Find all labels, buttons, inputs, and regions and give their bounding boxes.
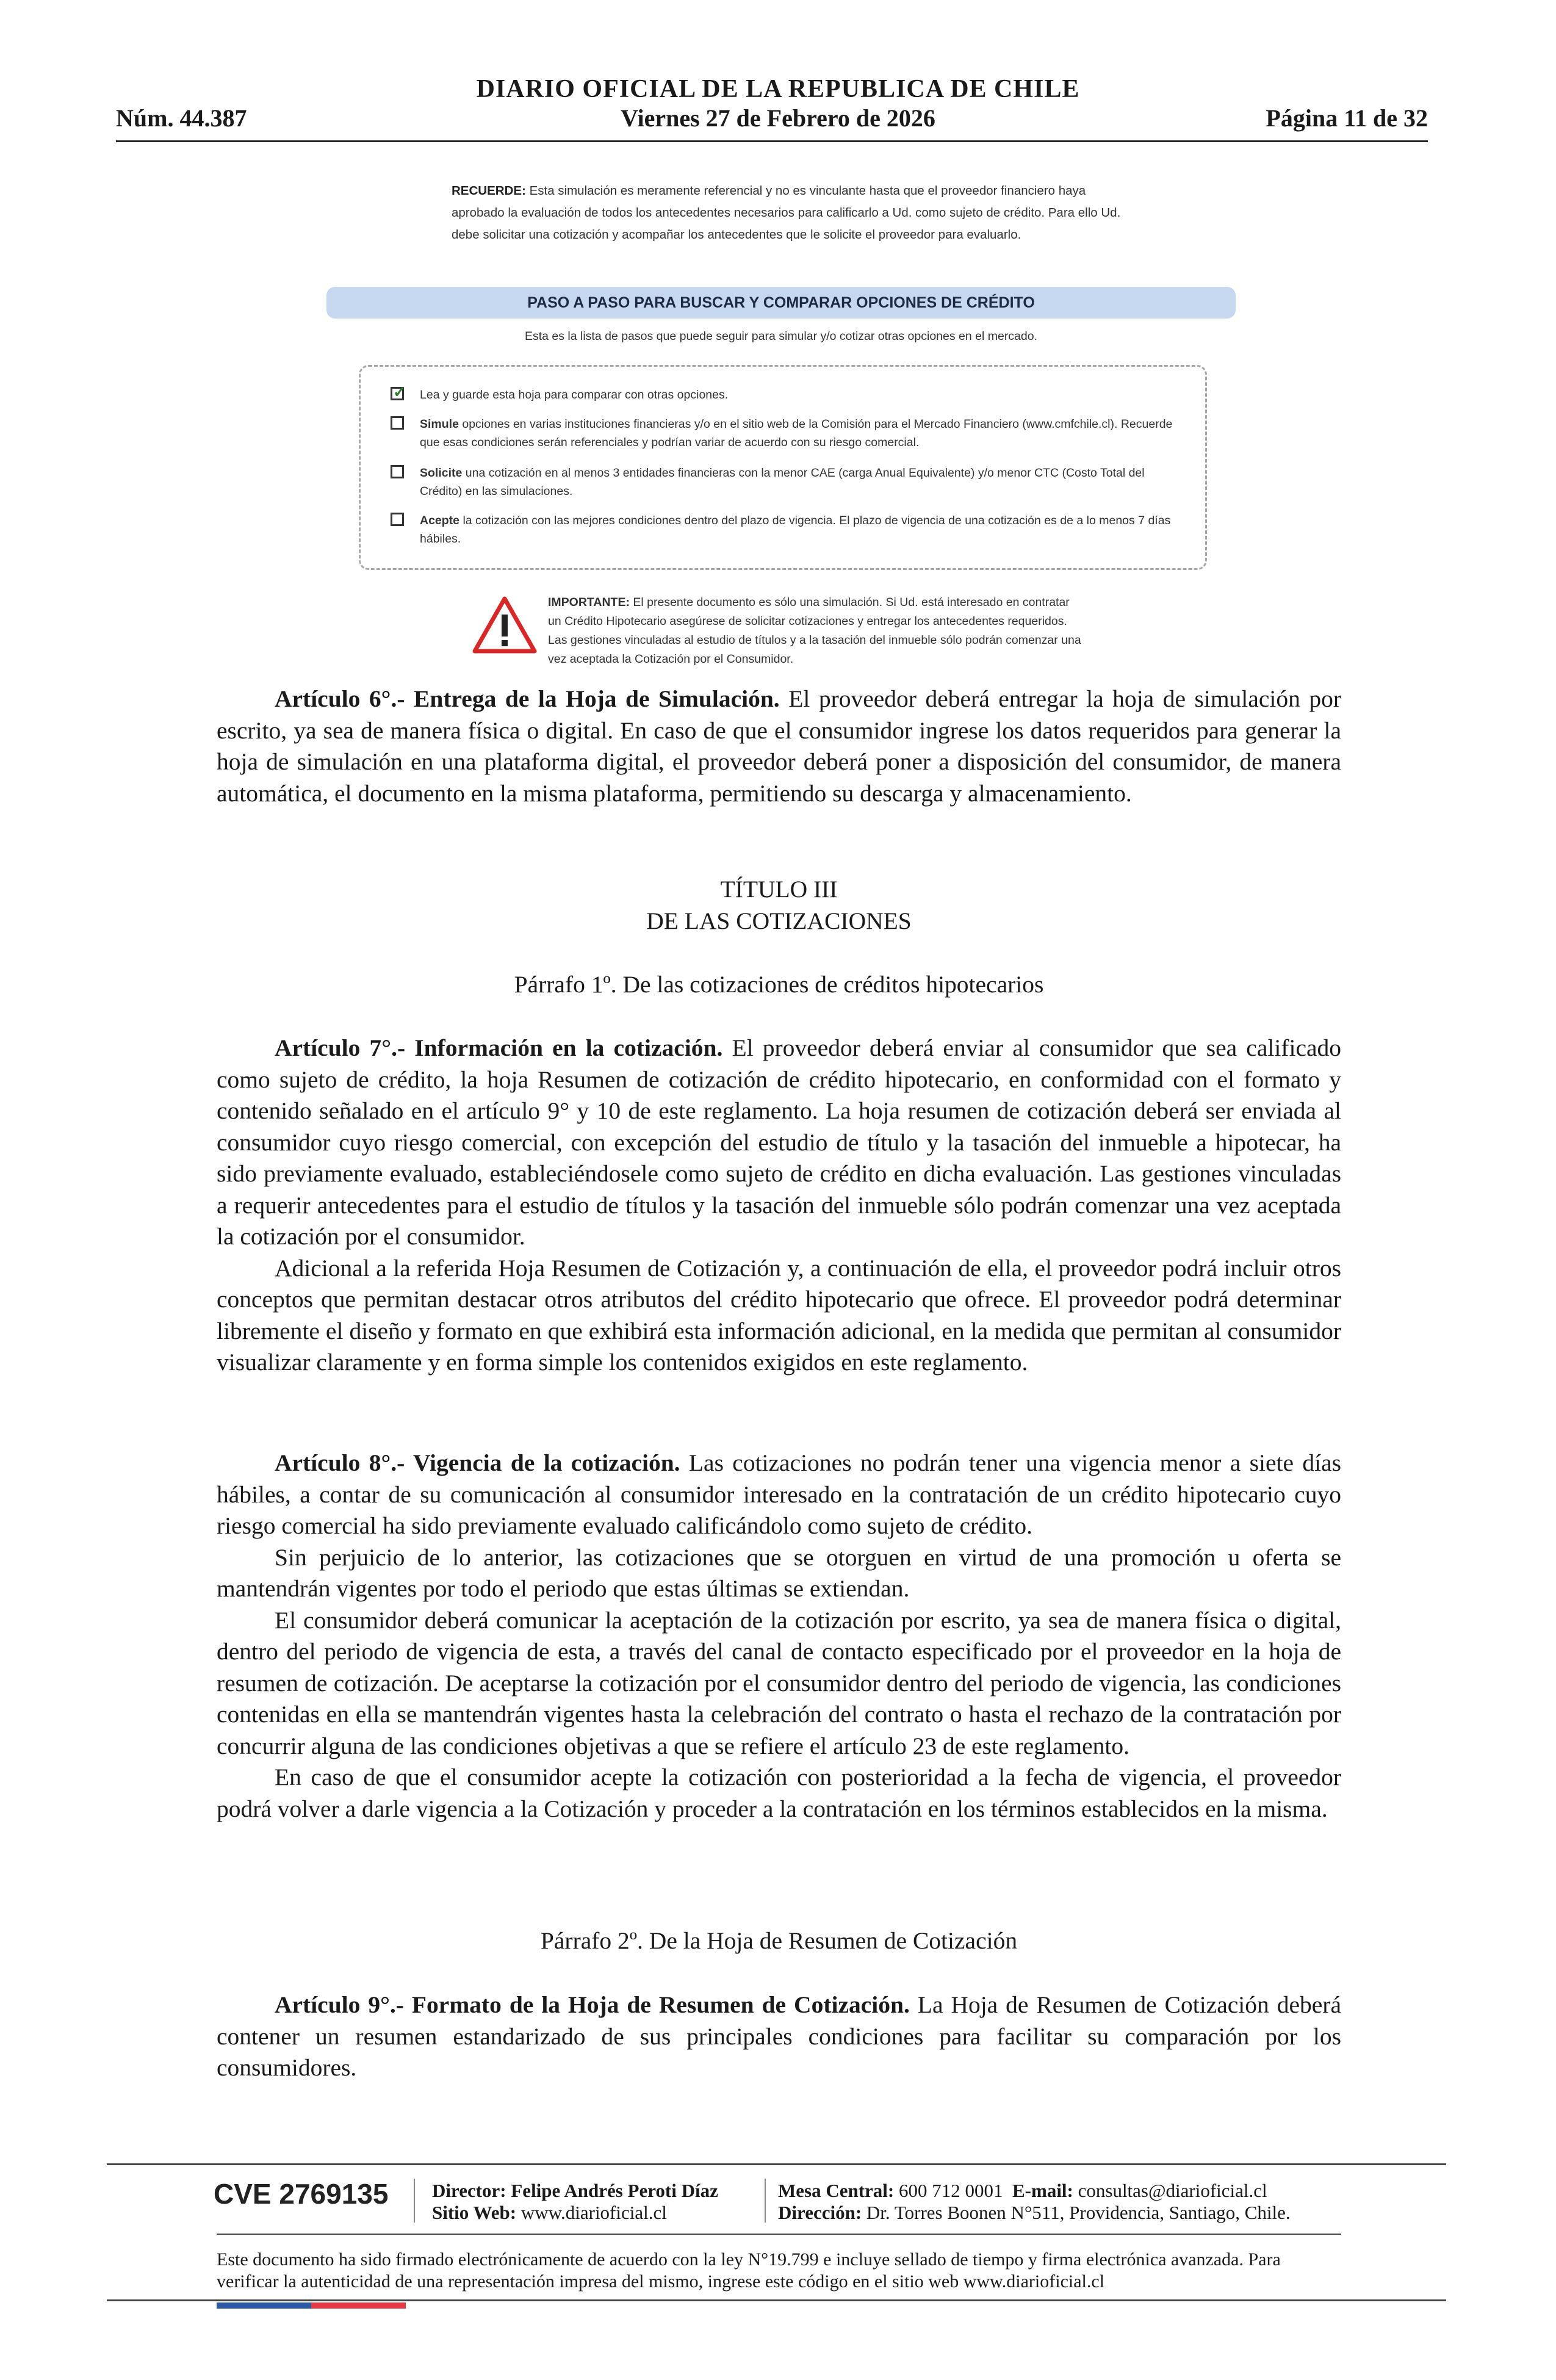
article-8-paragraph-4: En caso de que el consumidor acepte la cotización con posterioridad a la fecha de vigencia, el proveedor podrá volver a darle vigencia a la Cotización y proceder a la contratación en los términos establecidos en la misma. <box>217 1764 1341 1822</box>
step-item <box>391 386 1184 404</box>
article-6-heading: Artículo 6°.- Entrega de la Hoja de Simulación. <box>275 685 780 712</box>
footer-top-divider <box>107 2163 1446 2165</box>
page-indicator: Página 11 de 32 <box>1266 104 1428 132</box>
article-8-paragraph-2: Sin perjuicio de lo anterior, las cotizaciones que se otorguen en virtud de una promoción u oferta se mantendrán vigentes por todo el periodo que estas últimas se extiendan. <box>217 1543 1341 1602</box>
article-8-text: Las cotizaciones no podrán tener una vigencia menor a siete días hábiles, a contar de su comunicación al consumidor interesado en la contratación de un crédito hipotecario cuyo riesgo comercial ha sido previamente evaluado calificándolo como sujeto de crédito. <box>217 1449 1342 1539</box>
article-9 <box>217 1989 1341 2084</box>
important-note <box>548 593 1085 669</box>
warning-triangle-icon <box>471 595 538 655</box>
step-text: opciones en varias instituciones financieras y/o en el sitio web de la Comisión para el Mercado Financiero (www.cmfchile.cl). Recuerde que esas condiciones serán referenciales y podrían variar de acuerdo con su riesgo comercial. <box>420 417 1173 449</box>
issue-number: Núm. 44.387 <box>116 104 247 132</box>
parrafo-2-heading: Párrafo 2º. De la Hoja de Resumen de Cotización <box>540 1927 1018 1954</box>
step-item <box>391 511 1184 548</box>
step-verb: Acepte <box>420 514 460 527</box>
steps-subtitle: Esta es la lista de pasos que puede seguir para simular y/o cotizar otras opciones en el mercado. <box>524 330 1038 343</box>
article-7-heading: Artículo 7°.- Información en la cotización. <box>275 1034 723 1061</box>
step-verb: Solicite <box>420 466 463 480</box>
footer-bottom-divider <box>107 2299 1446 2301</box>
checkbox-checked-icon[interactable] <box>391 387 404 400</box>
steps-title-bar: PASO A PASO PARA BUSCAR Y COMPARAR OPCIONES DE CRÉDITO <box>326 287 1236 319</box>
checkbox-icon[interactable] <box>391 416 404 430</box>
cve-code: CVE 2769135 <box>214 2178 389 2210</box>
email-link[interactable]: consultas@diarioficial.cl <box>1078 2180 1267 2201</box>
important-label: IMPORTANTE: <box>548 596 630 609</box>
step-item <box>391 415 1184 452</box>
header-divider <box>116 140 1428 142</box>
parrafo-1-heading: Párrafo 1º. De las cotizaciones de créditos hipotecarios <box>514 971 1044 998</box>
footer-contact-block: Mesa Central: 600 712 0001 E-mail: consultas@diarioficial.cl Dirección: Dr. Torres Boonen N°511, Providencia, Santiago, Chile. <box>778 2180 1291 2223</box>
recuerde-label: RECUERDE: <box>452 184 526 198</box>
article-6 <box>217 683 1341 809</box>
article-8 <box>217 1448 1341 1825</box>
publication-date: Viernes 27 de Febrero de 2026 <box>621 104 935 132</box>
step-text: la cotización con las mejores condiciones dentro del plazo de vigencia. El plazo de vigencia de una cotización es de a lo menos 7 días hábiles. <box>420 514 1171 546</box>
address: Dr. Torres Boonen N°511, Providencia, Santiago, Chile. <box>866 2202 1291 2223</box>
flag-stripe-red <box>311 2302 406 2309</box>
recuerde-note <box>452 180 1123 246</box>
signature-note: Este documento ha sido firmado electrónicamente de acuerdo con la ley N°19.799 e incluye sellado de tiempo y firma electrónica avanzada. Para verificar la autenticidad de una representación impresa del mismo, ingrese este código en el sitio web www.diarioficial.cl <box>217 2249 1281 2292</box>
checkbox-icon[interactable] <box>391 513 404 526</box>
recuerde-text: Esta simulación es meramente referencial y no es vinculante hasta que el proveedor financiero haya aprobado la evaluación de todos los antecedentes necesarios para calificarlo a Ud. como sujeto de crédito. Para ello Ud. debe solicitar una cotización y acompañar los antecedentes que le solicite el proveedor para evaluarlo. <box>452 184 1121 242</box>
article-7 <box>217 1033 1341 1379</box>
step-item <box>391 464 1184 500</box>
article-8-heading: Artículo 8°.- Vigencia de la cotización. <box>275 1449 680 1476</box>
step-text: Lea y guarde esta hoja para comparar con otras opciones. <box>420 388 729 402</box>
footer-director-block: Director: Felipe Andrés Peroti Díaz Sitio Web: www.diarioficial.cl <box>432 2180 718 2223</box>
title-iii-line2: DE LAS COTIZACIONES <box>646 907 912 934</box>
important-text: El presente documento es sólo una simulación. Si Ud. está interesado en contratar un Crédito Hipotecario asegúrese de solicitar cotizaciones y entregar los antecedentes requeridos. Las gestiones vinculadas al estudio de títulos y a la tasación del inmueble sólo podrán comenzar una vez aceptada la Cotización por el Consumidor. <box>548 596 1081 666</box>
article-9-text: La Hoja de Resumen de Cotización deberá contener un resumen estandarizado de sus principales condiciones para facilitar su comparación por los consumidores. <box>217 1991 1341 2081</box>
publication-title: DIARIO OFICIAL DE LA REPUBLICA DE CHILE <box>476 75 1080 103</box>
checkbox-icon[interactable] <box>391 465 404 478</box>
phone-number: 600 712 0001 <box>899 2180 1003 2201</box>
article-6-text: El proveedor deberá entregar la hoja de simulación por escrito, ya sea de manera física o digital. En caso de que el consumidor ingrese los datos requeridos para generar la hoja de simulación en una plataforma digital, el proveedor deberá poner a disposición del consumidor, de manera automática, el documento en la misma plataforma, permitiendo su descarga y almacenamiento. <box>217 685 1341 807</box>
footer-separator <box>765 2179 766 2223</box>
article-7-text: El proveedor deberá enviar al consumidor que sea calificado como sujeto de crédito, la hoja Resumen de cotización de crédito hipotecario, en conformidad con el formato y contenido señalado en el artículo 9° y 10 de este reglamento. La hoja resumen de cotización deberá ser enviada al consumidor cuyo riesgo comercial, con excepción del estudio de título y la tasación del inmueble a hipotecar, ha sido previamente evaluado, estableciéndosele como sujeto de crédito en dicha evaluación. Las gestiones vinculadas a requerir antecedentes para el estudio de títulos y la tasación del inmueble sólo podrán comenzar una vez aceptada la cotización por el consumidor. <box>217 1034 1342 1250</box>
article-8-paragraph-3: El consumidor deberá comunicar la aceptación de la cotización por escrito, ya sea de manera física o digital, dentro del periodo de vigencia de esta, a través del canal de contacto especificado por el proveedor en la hoja de resumen de cotización. De aceptarse la cotización por el consumidor dentro del periodo de vigencia, las condiciones contenidas en ella se mantendrán vigentes hasta la celebración del contrato o hasta el rechazo de la contratación por concurrir alguna de las condiciones objetivas a que se refiere el artículo 23 de este reglamento. <box>217 1606 1341 1759</box>
step-verb: Simule <box>420 417 459 431</box>
step-text: una cotización en al menos 3 entidades financieras con la menor CAE (carga Anual Equivalente) y/o menor CTC (Costo Total del Crédito) en las simulaciones. <box>420 466 1145 498</box>
footer-separator <box>414 2179 415 2223</box>
flag-stripe-blue <box>217 2302 311 2309</box>
director-name: Felipe Andrés Peroti Díaz <box>511 2180 718 2201</box>
article-7-paragraph-2: Adicional a la referida Hoja Resumen de Cotización y, a continuación de ella, el proveedor podrá incluir otros conceptos que permitan destacar otros atributos del crédito hipotecario que ofrece. El proveedor podrá determinar libremente el diseño y formato en que exhibirá esta información adicional, en la medida que permitan al consumidor visualizar claramente y en forma simple los contenidos exigidos en este reglamento. <box>217 1254 1341 1376</box>
title-iii-line1: TÍTULO III <box>720 876 838 903</box>
article-9-heading: Artículo 9°.- Formato de la Hoja de Resumen de Cotización. <box>275 1991 910 2018</box>
website-link[interactable]: www.diarioficial.cl <box>520 2202 667 2223</box>
footer-mid-divider <box>217 2234 1341 2235</box>
